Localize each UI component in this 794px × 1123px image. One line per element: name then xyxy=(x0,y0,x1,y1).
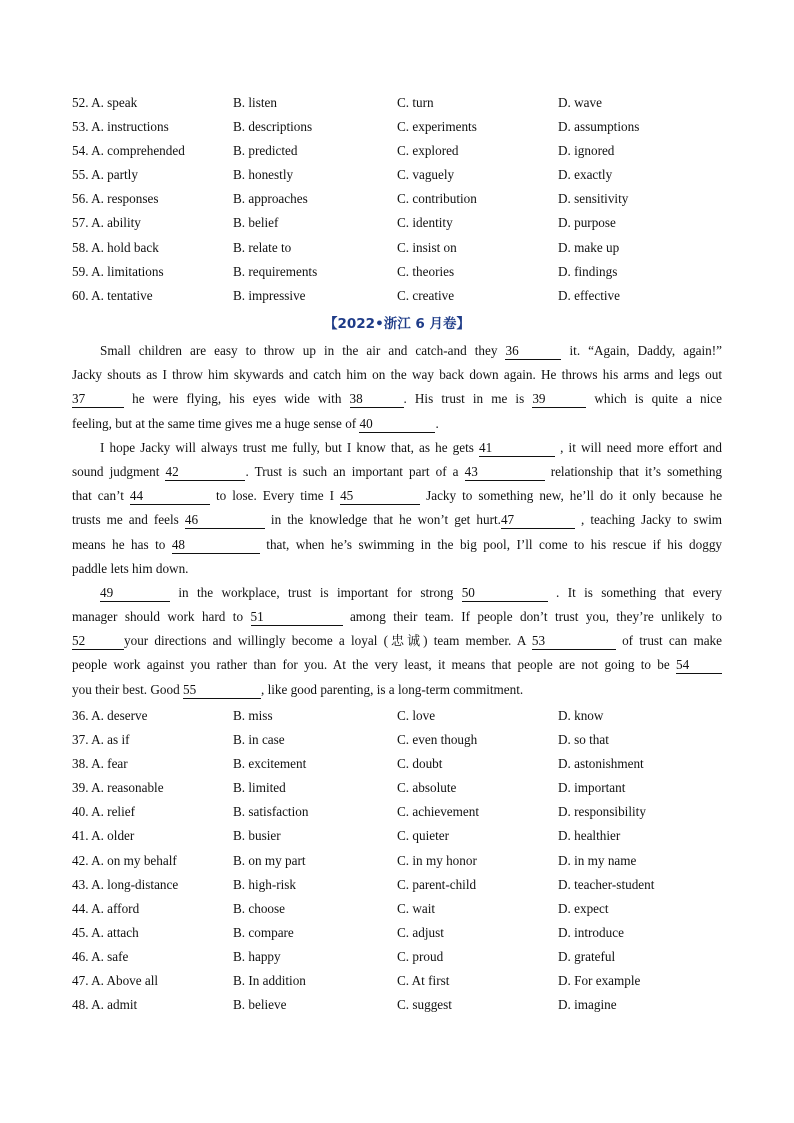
text-line: people work against you rather than for you. At the very least, it means that people are not going to be 54 xyxy=(72,653,722,677)
option-row-45: 45. A. attach B. compare C. adjust D. introduce xyxy=(72,924,624,940)
text-line: 37 he were flying, his eyes wide with 38 . His trust in me is 39 which is quite a nice xyxy=(72,391,722,407)
option-row-44: 44. A. afford B. choose C. wait D. expect xyxy=(72,900,609,916)
option-row-38: 38. A. fear B. excitement C. doubt D. astonishment xyxy=(72,756,644,772)
text-line: feeling, but at the same time gives me a huge sense of 40 . xyxy=(72,415,439,431)
option-row-59: 59. A. limitations B. requirements C. theories D. findings xyxy=(72,263,618,279)
option-row-53: 53. A. instructions B. descriptions C. experiments D. assumptions xyxy=(72,119,640,135)
section-title: 【2022•浙江 6 月卷】 xyxy=(324,316,470,332)
blank-37: 37 xyxy=(72,391,124,408)
option-row-39: 39. A. reasonable B. limited C. absolute D. important xyxy=(72,780,626,796)
paragraph-2 xyxy=(72,436,722,581)
text-line: manager should work hard to 51 among their team. If people don’t trust you, they’re unlikely to xyxy=(72,609,723,625)
option-row-41: 41. A. older B. busier C. quieter D. healthier xyxy=(72,828,621,844)
blank-41: 41 xyxy=(479,440,555,457)
paragraph-1 xyxy=(72,339,722,436)
blank-49: 49 xyxy=(100,585,170,602)
blank-38: 38 xyxy=(350,391,404,408)
options-list-top xyxy=(72,91,732,308)
option-row-40: 40. A. relief B. satisfaction C. achievement D. responsibility xyxy=(72,804,646,820)
option-row-55: 55. A. partly B. honestly C. vaguely D. exactly xyxy=(72,167,613,183)
option-row-58: 58. A. hold back B. relate to C. insist on D. make up xyxy=(72,239,620,255)
blank-42: 42 xyxy=(165,464,245,481)
option-row-52: 52. A. speak B. listen C. turn D. wave xyxy=(72,95,602,110)
blank-52: 52 xyxy=(72,633,124,650)
blank-54: 54 xyxy=(676,657,722,674)
option-row-57: 57. A. ability B. belief C. identity D. purpose xyxy=(72,215,616,231)
blank-50: 50 xyxy=(462,585,548,602)
option-row-42: 42. A. on my behalf B. on my part C. in my honor D. in my name xyxy=(72,852,637,868)
text-line: that can’t 44 to lose. Every time I 45 Jacky to something new, he’ll do it only because he xyxy=(72,488,723,504)
text-line: sound judgment 42 . Trust is such an important part of a 43 relationship that it’s something xyxy=(72,463,723,479)
paragraph-3 xyxy=(72,581,722,702)
blank-36: 36 xyxy=(505,343,561,360)
text-line: I hope Jacky will always trust me fully, but I know that, as he gets 41 , it will need more effort and xyxy=(100,439,722,455)
blank-43: 43 xyxy=(465,464,545,481)
blank-55: 55 xyxy=(183,682,261,699)
option-row-36: 36. A. deserve B. miss C. love D. know xyxy=(72,708,604,723)
blank-45: 45 xyxy=(340,488,420,505)
blank-51: 51 xyxy=(251,609,343,626)
option-row-43: 43. A. long-distance B. high-risk C. parent-child D. teacher-student xyxy=(72,876,655,892)
blank-53: 53 xyxy=(532,633,616,650)
blank-48: 48 xyxy=(172,537,260,554)
blank-46: 46 xyxy=(185,512,265,529)
text-line: 52 your directions and willingly become a loyal (忠诚) team member. A 53 of trust can make xyxy=(72,633,722,649)
text-line: Jacky shouts as I throw him skywards and catch him on the way back down again. He throws his arms and legs out xyxy=(72,367,722,383)
option-row-46: 46. A. safe B. happy C. proud D. grateful xyxy=(72,948,616,964)
text-line: trusts me and feels 46 in the knowledge that he won’t get hurt.47 , teaching Jacky to swim xyxy=(72,512,723,528)
options-list-bottom xyxy=(72,704,732,1017)
blank-44: 44 xyxy=(130,488,210,505)
cloze-passage xyxy=(72,339,722,702)
option-row-60: 60. A. tentative B. impressive C. creative D. effective xyxy=(72,287,620,303)
text-line: paddle lets him down. xyxy=(72,560,189,576)
option-row-48: 48. A. admit B. believe C. suggest D. imagine xyxy=(72,997,617,1013)
blank-40: 40 xyxy=(359,416,435,433)
option-row-47: 47. A. Above all B. In addition C. At first D. For example xyxy=(72,973,641,989)
option-row-56: 56. A. responses B. approaches C. contribution D. sensitivity xyxy=(72,191,629,207)
text-line: means he has to 48 that, when he’s swimming in the big pool, I’ll come to his rescue if his doggy xyxy=(72,536,723,552)
option-row-37: 37. A. as if B. in case C. even though D. so that xyxy=(72,732,609,748)
blank-47: 47 xyxy=(501,512,575,529)
option-row-54: 54. A. comprehended B. predicted C. explored D. ignored xyxy=(72,143,615,159)
text-line: you their best. Good 55 , like good parenting, is a long-term commitment. xyxy=(72,681,524,697)
blank-39: 39 xyxy=(532,391,586,408)
text-line: 49 in the workplace, trust is important for strong 50 . It is something that every xyxy=(100,584,722,600)
text-line: Small children are easy to throw up in the air and catch-and they 36 it. “Again, Daddy, again!” xyxy=(100,343,723,358)
